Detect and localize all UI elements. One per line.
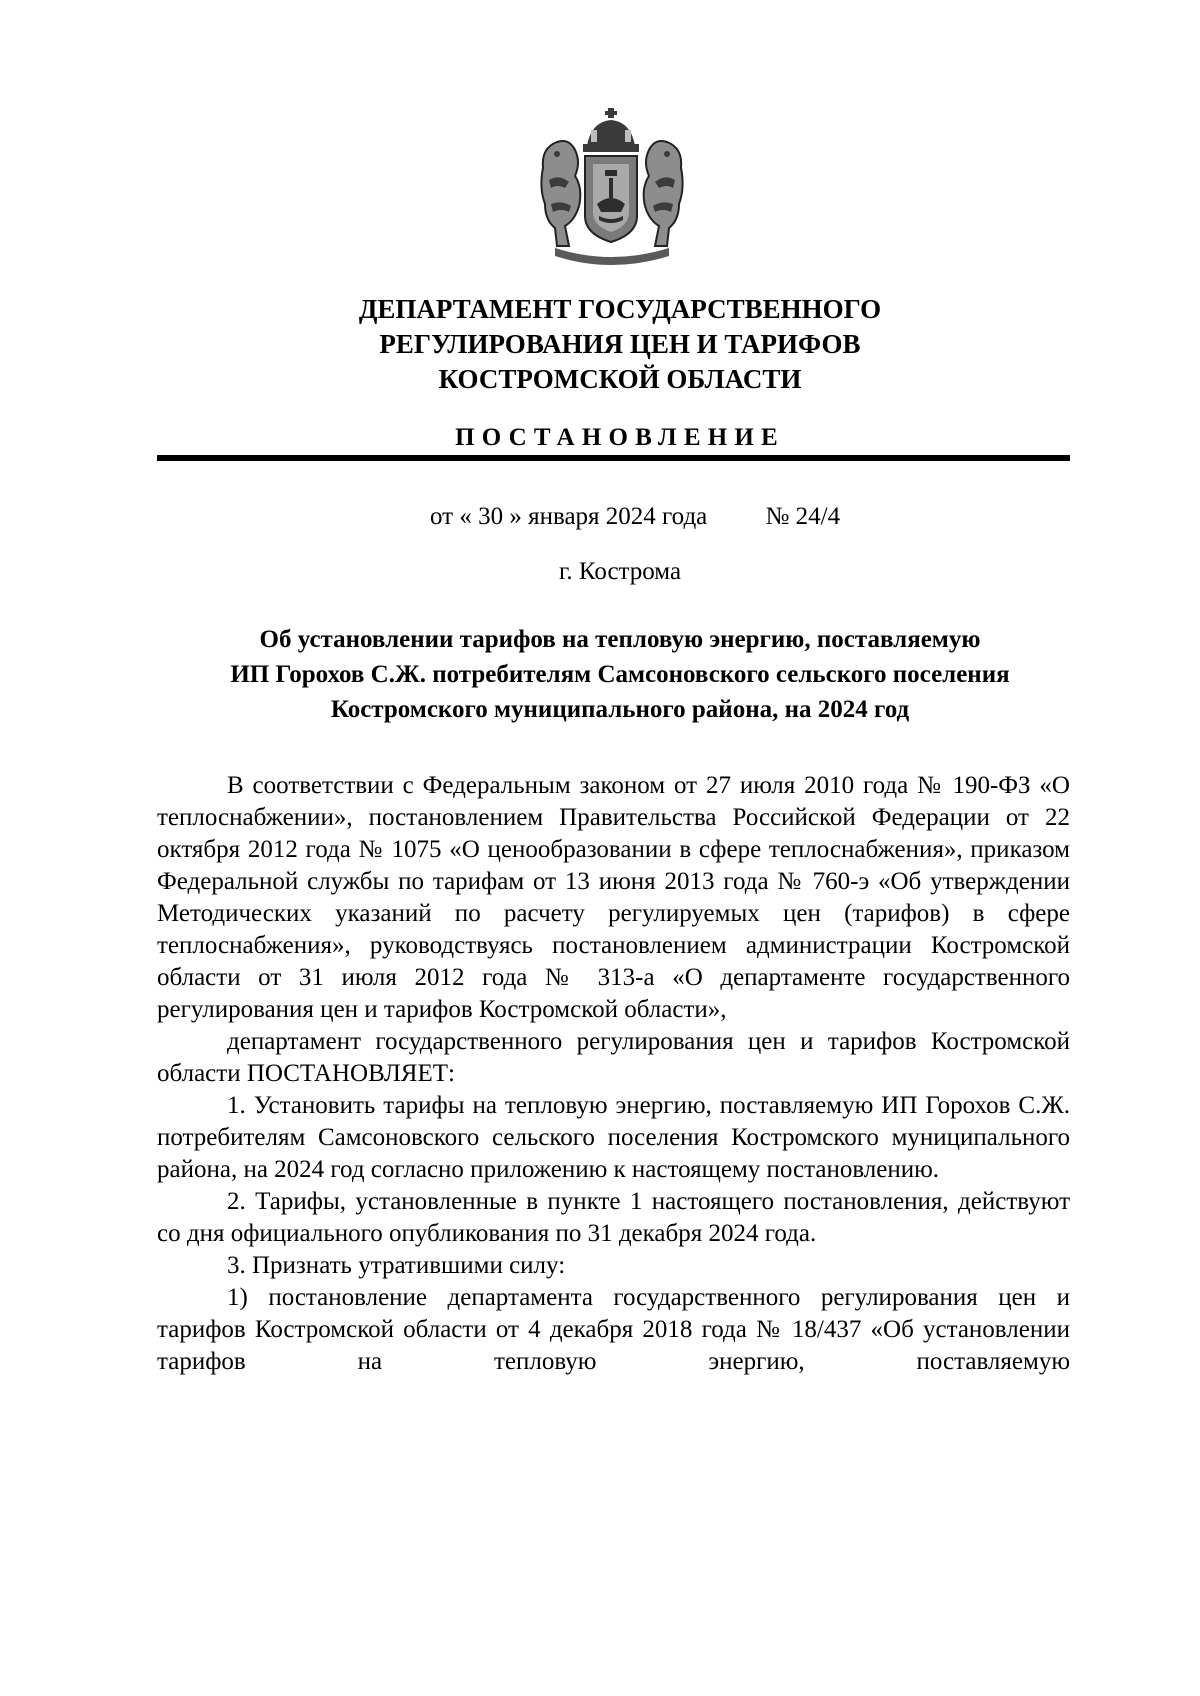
org-line: КОСТРОМСКОЙ ОБЛАСТИ (438, 364, 802, 394)
title-line: ИП Горохов С.Ж. потребителям Самсоновского сельского поселения (230, 661, 1010, 688)
organization-name (160, 292, 1080, 397)
coat-of-arms-icon (535, 108, 689, 266)
body-paragraph: департамент государственного регулирования цен и тарифов Костромской области ПОСТАНОВЛЯЕТ: (157, 1028, 1070, 1087)
document-city: г. Кострома (558, 558, 682, 585)
document-number: № 24/4 (765, 503, 841, 530)
document-title (160, 622, 1080, 727)
document-date: от « 30 » января 2024 года (430, 503, 708, 530)
org-line: РЕГУЛИРОВАНИЯ ЦЕН И ТАРИФОВ (379, 329, 861, 359)
body-paragraph: 3. Признать утратившими силу: (227, 1252, 566, 1279)
header-divider (157, 455, 1070, 461)
document-type: ПОСТАНОВЛЕНИЕ (455, 424, 785, 451)
body-paragraph: В соответствии с Федеральным законом от 27 июля 2010 года № 190-ФЗ «О теплоснабжении», постановлением Правительства Российской Федерации от 22 октября 2012 года № 1075 «О ценообразовании в сфере теплоснабжения», приказом Федеральной службы по тарифам от 13 июня 2013 года № 760-э «Об утверждении Методических указаний по расчету регулируемых цен (тарифов) в сфере теплоснабжения», руководствуясь постановлением администрации Костромской области от 31 июля 2012 года № 313-а «О департаменте государственного регулирования цен и тарифов Костромской области», (157, 772, 1070, 1023)
org-line: ДЕПАРТАМЕНТ ГОСУДАРСТВЕННОГО (358, 294, 882, 324)
title-line: Костромского муниципального района, на 2024 год (330, 696, 910, 723)
body-paragraph: 1) постановление департамента государственного регулирования цен и тарифов Костромской области от 4 декабря 2018 года № 18/437 «Об установлении тарифов на тепловую энергию, поставляемую (157, 1284, 1070, 1375)
title-line: Об установлении тарифов на тепловую энергию, поставляемую (259, 626, 981, 653)
body-paragraph: 1. Установить тарифы на тепловую энергию, поставляемую ИП Горохов С.Ж. потребителям Самсоновского сельского поселения Костромского муниципального района, на 2024 год согласно приложению к настоящему постановлению. (157, 1092, 1070, 1183)
date-number-line (430, 502, 840, 532)
body-paragraph: 2. Тарифы, установленные в пункте 1 настоящего постановления, действуют со дня официального опубликования по 31 декабря 2024 года. (157, 1188, 1070, 1247)
document-body (157, 770, 1070, 1378)
